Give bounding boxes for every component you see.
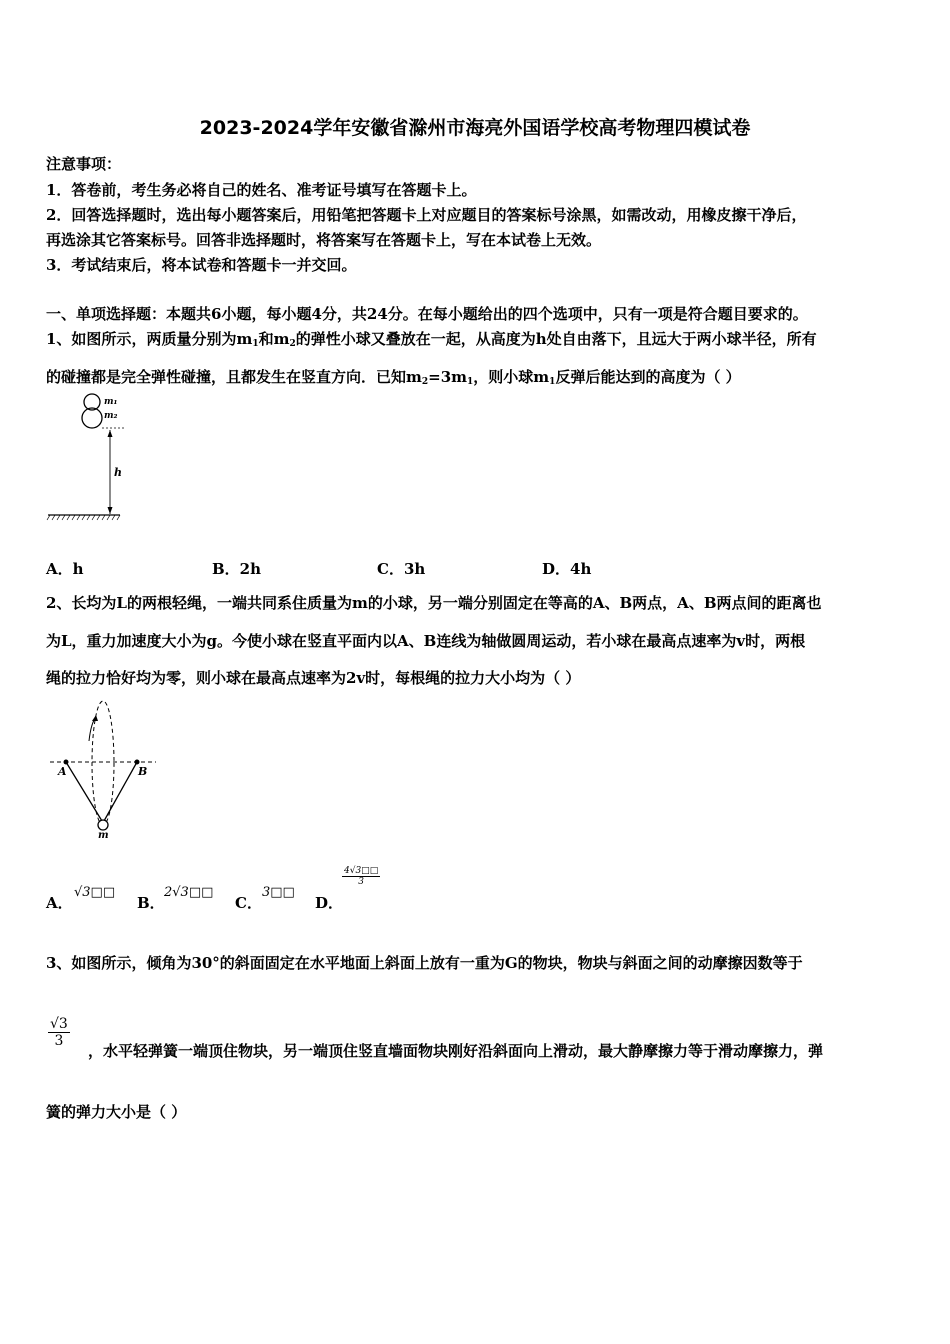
q3-fraction [48, 1016, 70, 1049]
q1-option-a[interactable]: A．h [46, 560, 84, 578]
q3-text-line2: ，水平轻弹簧一端顶住物块，另一端顶住竖直墙面物块刚好沿斜面向上滑动，最大静摩擦力等于滑动摩擦力，弹 [88, 1042, 824, 1060]
q1-option-b[interactable]: B．2h [212, 560, 262, 578]
rope-a [66, 762, 102, 821]
q2-text-line2: 为L，重力加速度大小为g。今使小球在竖直平面内以A、B连线为轴做圆周运动，若小球在最高点速率为v时，两根 [46, 632, 806, 650]
label-b: B [138, 765, 148, 778]
q2-option-d-fraction [342, 866, 380, 887]
q1-figure [44, 392, 134, 524]
fraction-numerator: √3 [50, 1016, 68, 1032]
ball-m [98, 820, 108, 830]
q2-option-a-value: √3□□ [74, 885, 116, 900]
label-a: A [58, 765, 67, 778]
label-m2: m₂ [104, 411, 118, 421]
label-h: h [114, 466, 122, 479]
q3-text-line3: 簧的弹力大小是（ ） [46, 1103, 187, 1121]
label-m: m [98, 830, 109, 840]
q1-option-d[interactable]: D．4h [542, 560, 592, 578]
q2-option-b-value: 2√3□□ [164, 885, 214, 900]
q2-option-c-value: 3□□ [262, 885, 295, 900]
q2-option-a[interactable]: A． [46, 894, 73, 912]
q2-option-d[interactable]: D． [315, 894, 344, 912]
note-item: 2．回答选择题时，选出每小题答案后，用铅笔把答题卡上对应题目的答案标号涂黑，如需改动，用橡皮擦干净后， [46, 206, 807, 224]
q2-option-b[interactable]: B． [137, 894, 165, 912]
note-item: 再选涂其它答案标号。回答非选择题时，将答案写在答题卡上，写在本试卷上无效。 [46, 231, 602, 249]
page-title: 2023-2024学年安徽省滁州市海亮外国语学校高考物理四模试卷 [199, 117, 751, 139]
fraction-denominator: 3 [358, 877, 364, 887]
fraction-numerator: 4√3□□ [344, 866, 379, 876]
q2-figure [44, 695, 169, 840]
notes-heading: 注意事项： [46, 155, 122, 173]
rope-b [104, 762, 137, 821]
section-heading: 一、单项选择题：本题共6小题，每小题4分，共24分。在每小题给出的四个选项中，只有一项是符合题目要求的。 [46, 305, 808, 323]
q1-text-line2: 的碰撞都是完全弹性碰撞，且都发生在竖直方向．已知$m_2=3m_1$，则小球$m_1$反弹后能达到的高度为（ ） [46, 368, 741, 387]
note-item: 1．答卷前，考生务必将自己的姓名、准考证号填写在答题卡上。 [46, 181, 477, 199]
q2-text-line1: 2、长均为L的两根轻绳，一端共同系住质量为m的小球，另一端分别固定在等高的A、B两点，A、B两点间的距离也 [46, 594, 822, 612]
q1-option-c[interactable]: C．3h [377, 560, 426, 578]
q3-text-line1: 3、如图所示，倾角为30°的斜面固定在水平地面上斜面上放有一重为G的物块，物块与斜面之间的动摩擦因数等于 [46, 954, 803, 972]
q1-text-line1: 1、如图所示，两质量分别为$m_1$和$m_2$的弹性小球又叠放在一起，从高度为h处自由落下，且远大于两小球半径，所有 [46, 330, 817, 349]
label-m1: m₁ [104, 397, 118, 407]
ball-m2 [82, 408, 102, 428]
note-item: 3．考试结束后，将本试卷和答题卡一并交回。 [46, 256, 357, 274]
q2-text-line3: 绳的拉力恰好均为零，则小球在最高点速率为2v时，每根绳的拉力大小均为（ ） [46, 669, 581, 687]
fraction-denominator: 3 [54, 1033, 64, 1049]
q2-option-c[interactable]: C． [235, 894, 262, 912]
